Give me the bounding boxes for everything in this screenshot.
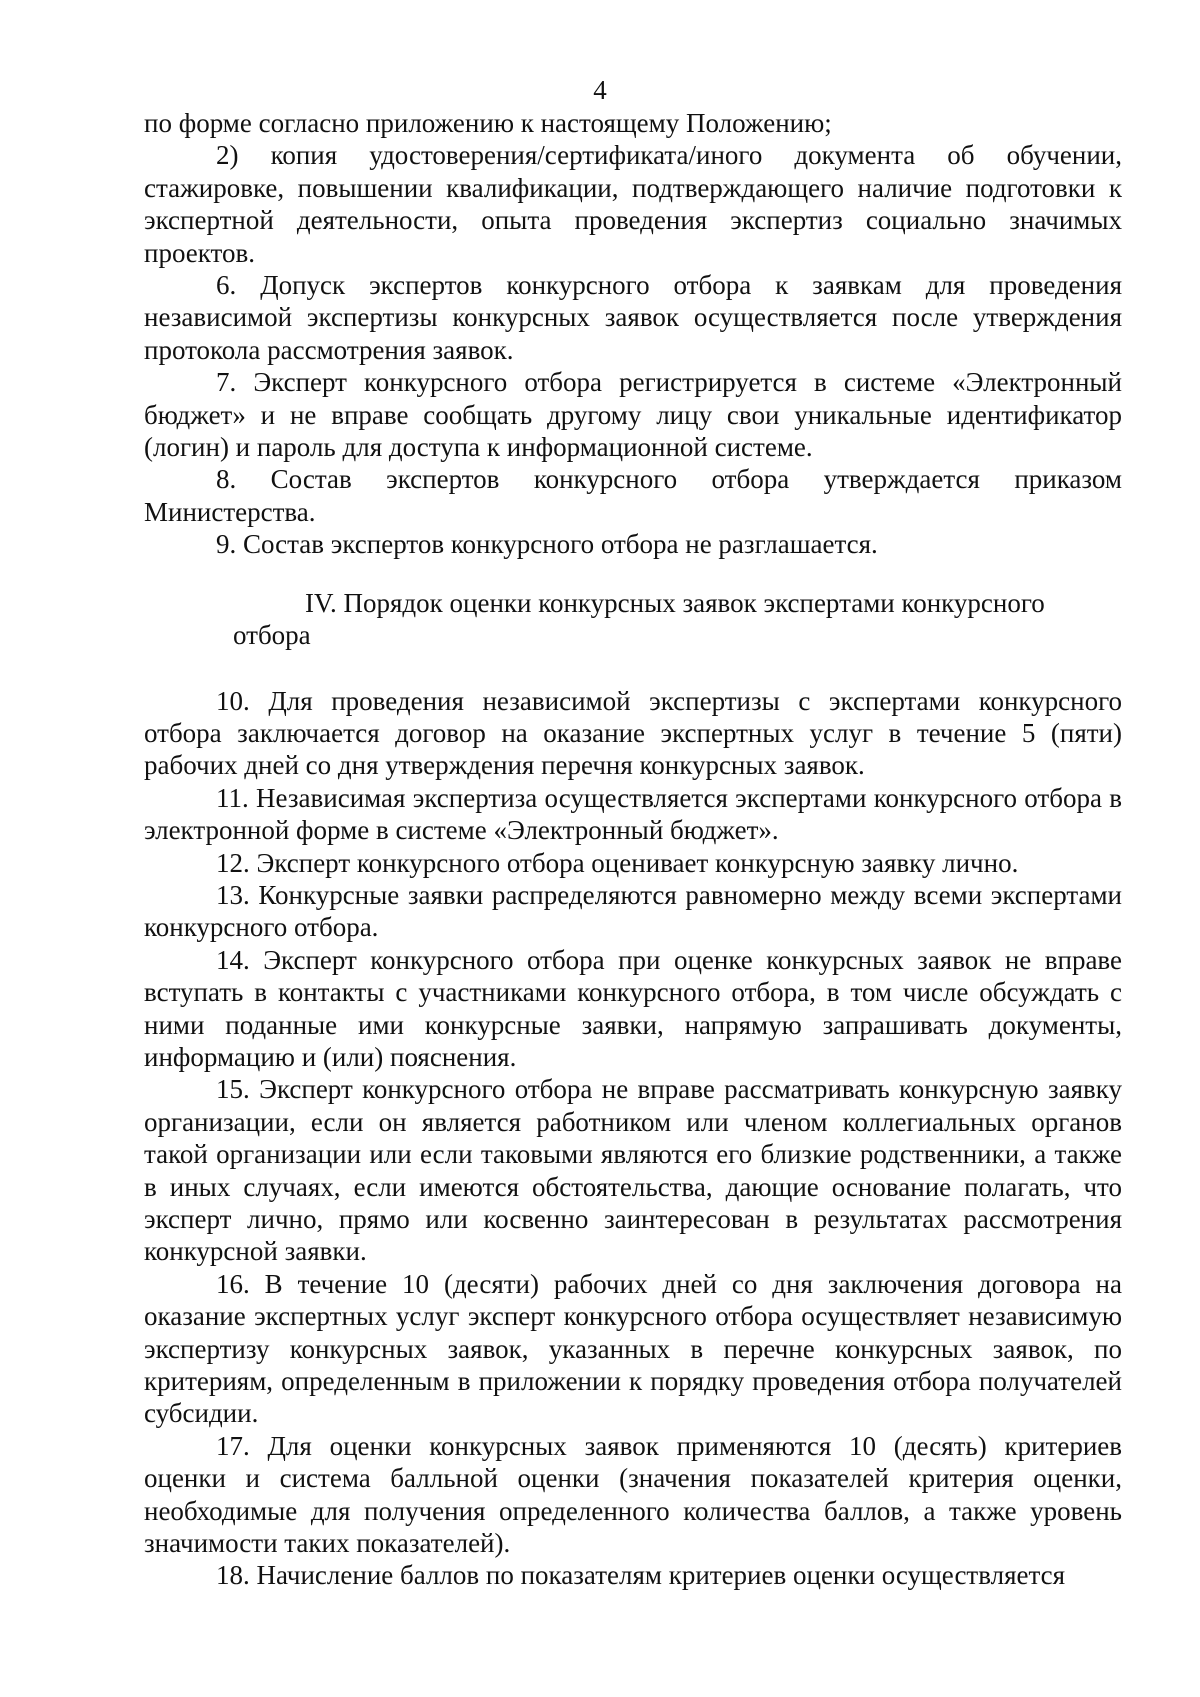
paragraph-item-2: 2) копия удостоверения/сертификата/иного документа об обучении, стажировке, повышении квалификации, подтверждающего наличие подготовки к экспертной деятельности, опыта проведения экспертиз социально значимых проектов.: [144, 140, 1122, 268]
paragraph-9: 9. Состав экспертов конкурсного отбора не разглашается.: [216, 529, 878, 560]
document-body: [144, 107, 1122, 1592]
paragraph-11: 11. Независимая экспертиза осуществляется экспертами конкурсного отбора в электронной форме в системе «Электронный бюджет».: [144, 782, 1122, 846]
paragraph-10: 10. Для проведения независимой экспертизы с экспертами конкурсного отбора заключается договор на оказание экспертных услуг в течение 5 (пяти) рабочих дней со дня утверждения перечня конкурсных заявок.: [144, 685, 1122, 781]
paragraph-13: 13. Конкурсные заявки распределяются равномерно между всеми экспертами конкурсного отбора.: [144, 879, 1122, 943]
continuation-paragraph: по форме согласно приложению к настоящему Положению;: [144, 108, 832, 138]
paragraph-12: 12. Эксперт конкурсного отбора оценивает конкурсную заявку лично.: [216, 847, 1019, 878]
paragraph-14: 14. Эксперт конкурсного отбора при оценке конкурсных заявок не вправе вступать в контакты с участниками конкурсного отбора, в том числе обсуждать с ними поданные ими конкурсные заявки, напрямую запрашивать документы, информацию и (или) пояснения.: [144, 944, 1122, 1072]
page-number: 4: [593, 75, 607, 105]
paragraph-17: 17. Для оценки конкурсных заявок применяются 10 (десять) критериев оценки и система балльной оценки (значения показателей критерия оценки, необходимые для получения определенного количества баллов, а также уровень значимости таких показателей).: [144, 1430, 1122, 1559]
paragraph-8: 8. Состав экспертов конкурсного отбора утверждается приказом Министерства.: [144, 464, 1122, 527]
paragraph-15: 15. Эксперт конкурсного отбора не вправе рассматривать конкурсную заявку организации, если он является работником или членом коллегиальных органов такой организации или если таковыми являются его близкие родственники, а также в иных случаях, если имеются обстоятельства, дающие основание полагать, что эксперт лично, прямо или косвенно заинтересован в результатах рассмотрения конкурсной заявки.: [144, 1074, 1122, 1267]
paragraph-18: 18. Начисление баллов по показателям критериев оценки осуществляется: [216, 1560, 1066, 1591]
paragraph-16: 16. В течение 10 (десяти) рабочих дней со дня заключения договора на оказание экспертных услуг эксперт конкурсного отбора осуществляет независимую экспертизу конкурсных заявок, указанных в перечне конкурсных заявок, по критериям, определенным в приложении к порядку проведения отбора получателей субсидии.: [144, 1268, 1122, 1429]
paragraph-6: 6. Допуск экспертов конкурсного отбора к заявкам для проведения независимой экспертизы конкурсных заявок осуществляется после утверждения протокола рассмотрения заявок.: [144, 270, 1122, 365]
paragraph-7: 7. Эксперт конкурсного отбора регистрируется в системе «Электронный бюджет» и не вправе сообщать другому лицу свои уникальные идентификатор (логин) и пароль для доступа к информационной системе.: [144, 367, 1122, 463]
section-heading: IV. Порядок оценки конкурсных заявок экспертами конкурсного отбора: [233, 587, 1045, 651]
